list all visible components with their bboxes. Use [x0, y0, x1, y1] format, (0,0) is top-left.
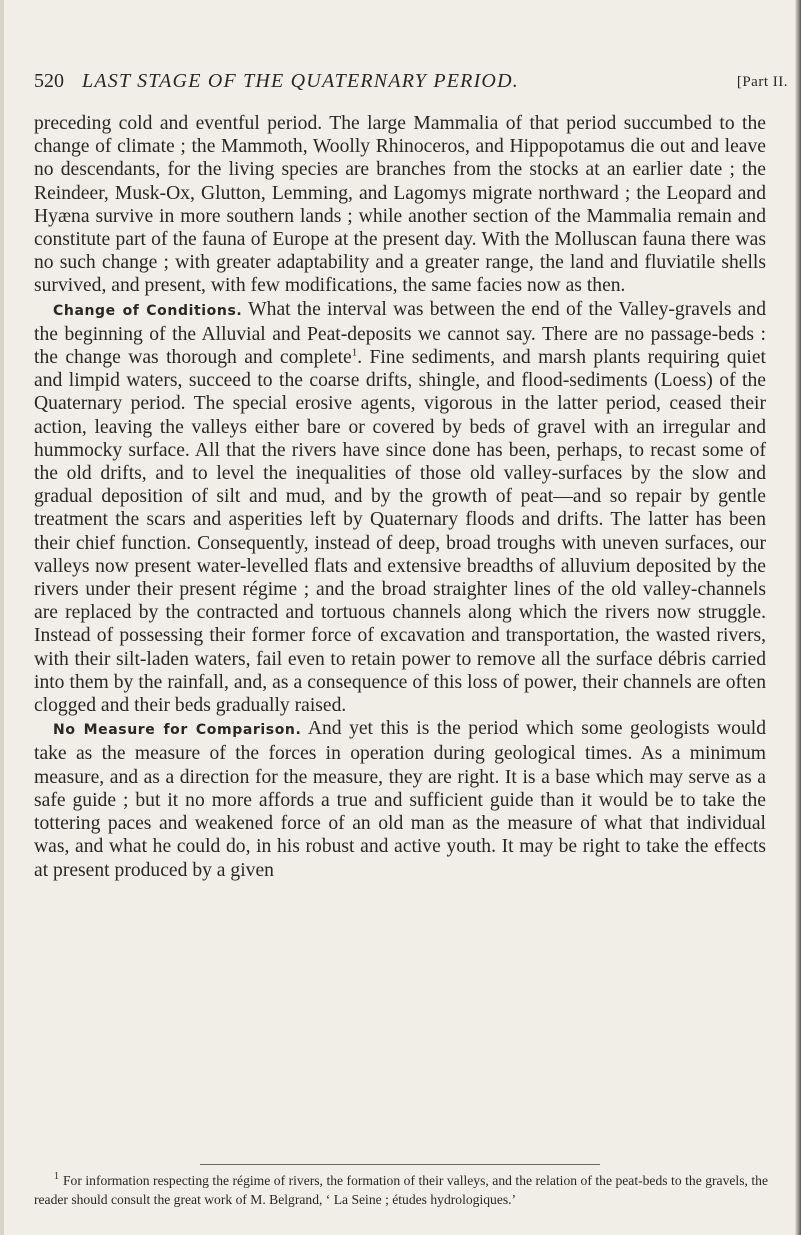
- paragraph-2: [34, 298, 766, 718]
- part-label: [Part II.: [736, 74, 788, 90]
- page-right-edge: [795, 0, 801, 1235]
- footnote-reference[interactable]: 1: [351, 346, 358, 359]
- running-title: LAST STAGE OF THE QUATERNARY PERIOD.: [82, 70, 519, 92]
- footnote-text: For information respecting the régime of rivers, the formation of their valleys, and the relation of the peat-beds to the gravels, the reader should consult the great work of M. Belgrand, ‘ La Seine ; études hydrologiques.’: [34, 1173, 768, 1207]
- page-left-edge: [0, 0, 4, 1235]
- sidehead-no-measure: No Measure for Comparison.: [53, 722, 302, 739]
- paragraph-3-text: And yet this is the period which some geologists would take as the measure of the forces in operation during geological times. As a minimum measure, and as a direction for the measure, they are right. It is a base which may serve as a safe guide ; but it no more affords a true and sufficient guide than it would be to take the tottering paces and weakened force of an old man as the measure of what that individual was, and what he could do, in his robust and active youth. It may be right to take the effects at present produced by a given: [34, 718, 766, 881]
- paragraph-2-text-a: What the interval was between the end of the Valley-gravels and the beginning of the Alluvial and Peat-deposits we cannot say. There are no passage-beds : the change was thorough and complete: [34, 298, 766, 369]
- body-text: [34, 112, 766, 882]
- page-number: 520: [34, 70, 64, 92]
- paragraph-2-text-b: . Fine sediments, and marsh plants requiring quiet and limpid waters, succeed to the coarse drifts, shingle, and flood-sediments (Loess) of the Quaternary period. The special erosive agents, vigorous in the latter period, ceased their action, leaving the valleys either bare or covered by beds of gravel with an irregular and hummocky surface. All that the rivers have since done has been, perhaps, to recast some of the old drifts, and to level the inequalities of those old valley-surfaces by the slow and gradual deposition of silt and mud, and by the growth of peat—and so repair by gentle treatment the scars and asperities left by Quaternary floods and drifts. The latter has been their chief function. Consequently, instead of deep, broad troughs with uneven surfaces, our valleys now present water-levelled flats and extensive breadths of alluvium deposited by the rivers under their present régime ; and the broad straighter lines of the old valley-channels are replaced by the contracted and tortuous channels along which the rivers now struggle. Instead of possessing their former force of excavation and transportation, the wasted rivers, with their silt-laden waters, fail even to retain power to remove all the surface débris carried into them by the rainfall, and, as a consequence of this loss of power, their channels are often clogged and their beds gradually raised.: [34, 347, 766, 717]
- paragraph-1: preceding cold and eventful period. The large Mammalia of that period succumbed to the change of climate ; the Mammoth, Woolly Rhinoceros, and Hippopotamus die out and leave no descendants, for the living species are branches from the stocks at an earlier date ; the Reindeer, Musk-Ox, Glutton, Lemming, and Lagomys migrate northward ; the Leopard and Hyæna survive in more southern lands ; while another section of the Mammalia remain and constitute part of the fauna of Europe at the present day. With the Molluscan fauna there was no such change ; with greater adaptability and a greater range, the land and fluviatile shells survived, and present, with few modifications, the same facies now as then.: [34, 113, 766, 297]
- paragraph-3: [34, 717, 766, 881]
- page-header: [34, 70, 794, 98]
- footnote: [34, 1172, 768, 1209]
- sidehead-change-of-conditions: Change of Conditions.: [53, 302, 243, 319]
- footnote-divider: [200, 1164, 600, 1165]
- footnote-mark: 1: [54, 1171, 59, 1183]
